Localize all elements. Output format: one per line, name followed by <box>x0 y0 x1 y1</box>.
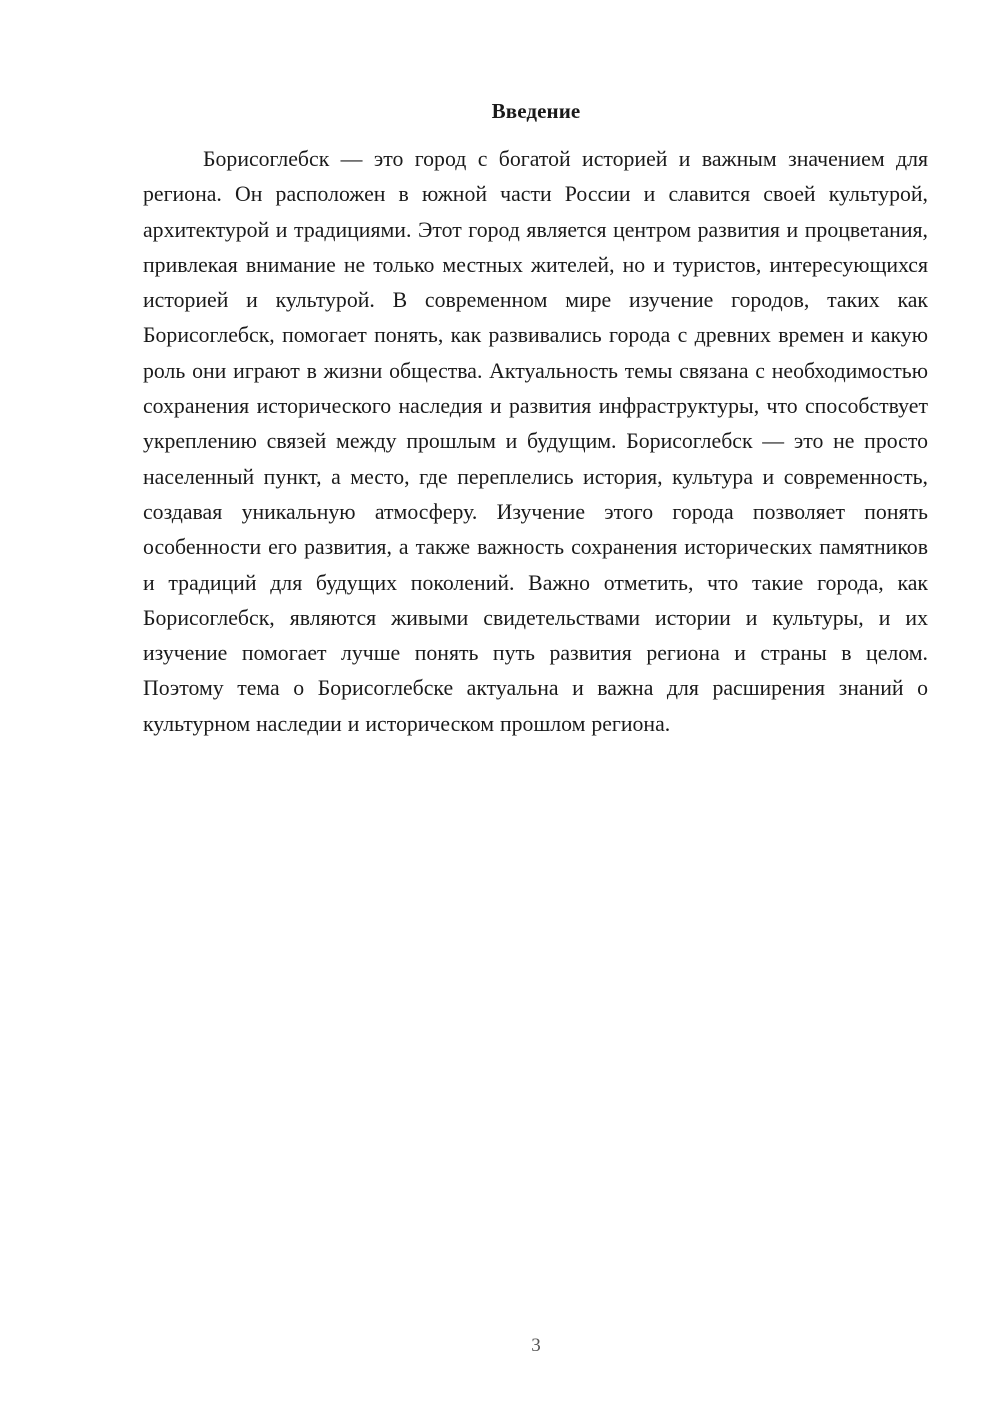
section-heading: Введение <box>491 99 581 123</box>
body-paragraph: Борисоглебск — это город с богатой историей и важным значением для региона. Он расположен в южной части России и славится своей культурой, архитектурой и традициями. Этот город является центром развития и процветания, привлекая внимание не только местных жителей, но и туристов, интересующихся историей и культурой. В современном мире изучение городов, таких как Борисоглебск, помогает понять, как развивались города с древних времен и какую роль они играют в жизни общества. Актуальность темы связана с необходимостью сохранения исторического наследия и развития инфраструктуры, что способствует укреплению связей между прошлым и будущим. Борисоглебск — это не просто населенный пункт, а место, где переплелись история, культура и современность, создавая уникальную атмосферу. Изучение этого города позволяет понять особенности его развития, а также важность сохранения исторических памятников и традиций для будущих поколений. Важно отметить, что такие города, как Борисоглебск, являются живыми свидетельствами истории и культуры, и их изучение помогает лучше понять путь развития региона и страны в целом. Поэтому тема о Борисоглебске актуальна и важна для расширения знаний о культурном наследии и историческом прошлом региона. <box>143 147 928 736</box>
page-number: 3 <box>531 1335 541 1356</box>
